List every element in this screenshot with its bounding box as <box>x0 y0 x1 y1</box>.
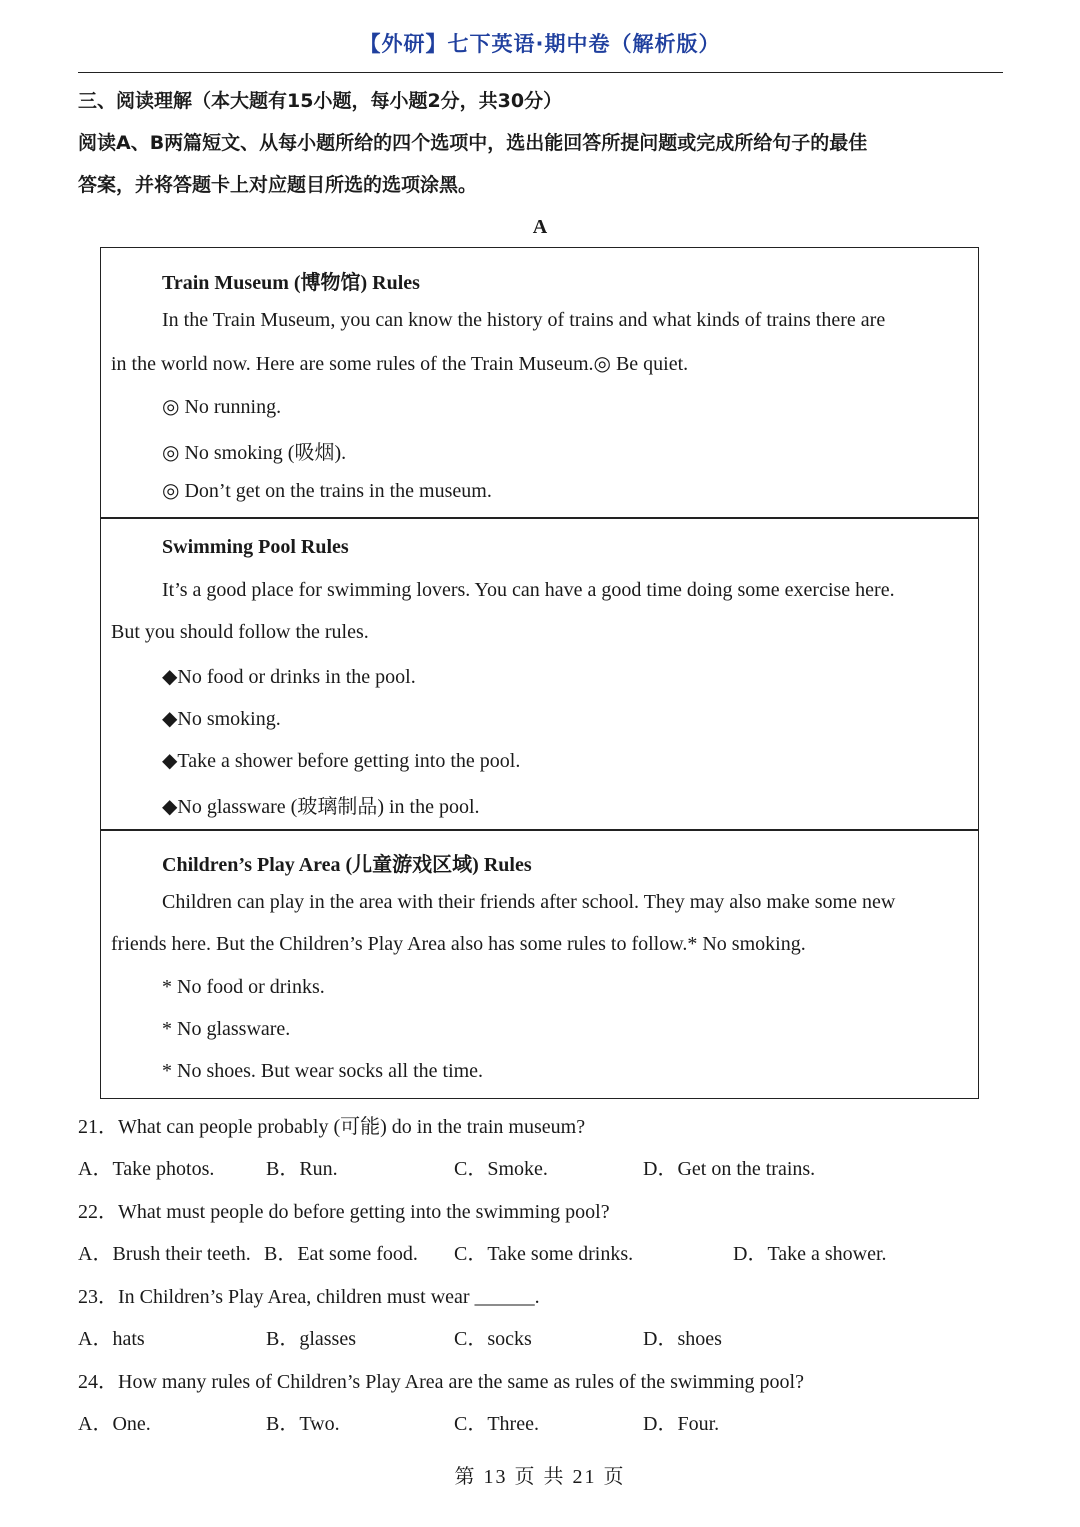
instruction-line-2: 答案，并将答题卡上对应题目所选的选项涂黑。 <box>78 174 478 196</box>
answer-option: A．One. <box>78 1413 151 1435</box>
box-intro-line: in the world now. Here are some rules of the Train Museum.◎ Be quiet. <box>111 353 689 375</box>
answer-option: C．Three. <box>454 1413 539 1435</box>
answer-option: C．Smoke. <box>454 1158 548 1180</box>
answer-option: B．Eat some food. <box>264 1243 418 1265</box>
passage-letter: A <box>532 216 548 238</box>
box-intro-line: But you should follow the rules. <box>111 621 369 643</box>
answer-option: A．Brush their teeth. <box>78 1243 251 1265</box>
answer-option: D．Take a shower. <box>733 1243 887 1265</box>
instruction-line-1: 阅读A、B两篇短文、从每小题所给的四个选项中，选出能回答所提问题或完成所给句子的最佳 <box>78 132 868 154</box>
question-stem: 24．How many rules of Children’s Play Area are the same as rules of the swimming pool? <box>78 1371 804 1393</box>
rules-box-childrens-play-area <box>100 829 979 1099</box>
question-stem: 21．What can people probably (可能) do in the train museum? <box>78 1116 586 1138</box>
rule-item: ◆Take a shower before getting into the pool. <box>162 750 521 772</box>
answer-option: B．Run. <box>266 1158 338 1180</box>
box-title: Train Museum (博物馆) Rules <box>162 272 420 294</box>
box-title: Children’s Play Area (儿童游戏区域) Rules <box>162 854 532 876</box>
document-header-title: 【外研】七下英语·期中卷（解析版） <box>359 32 721 56</box>
rule-item: ◎ Don’t get on the trains in the museum. <box>162 480 492 502</box>
answer-option: A．Take photos. <box>78 1158 215 1180</box>
rule-item: * No shoes. But wear socks all the time. <box>162 1060 484 1082</box>
box-intro-line: friends here. But the Children’s Play Area also has some rules to follow.* No smoking. <box>111 933 806 955</box>
box-intro-line: It’s a good place for swimming lovers. You can have a good time doing some exercise here. <box>162 579 895 601</box>
answer-option: D．shoes <box>643 1328 722 1350</box>
section-title: 三、阅读理解（本大题有15小题，每小题2分，共30分） <box>78 90 563 112</box>
box-intro-line: Children can play in the area with their friends after school. They may also make some new <box>162 891 896 913</box>
box-title: Swimming Pool Rules <box>162 536 349 558</box>
rules-box-swimming-pool <box>100 517 979 831</box>
page-number: 第 13 页 共 21 页 <box>454 1466 626 1488</box>
box-intro-line: In the Train Museum, you can know the history of trains and what kinds of trains there are <box>162 309 886 331</box>
answer-option: C．Take some drinks. <box>454 1243 634 1265</box>
answer-option: A．hats <box>78 1328 145 1350</box>
rule-item: ◎ No running. <box>162 396 282 418</box>
rule-item: * No glassware. <box>162 1018 291 1040</box>
answer-option: B．Two. <box>266 1413 340 1435</box>
rules-box-train-museum <box>100 247 979 519</box>
header-divider <box>78 72 1003 73</box>
rule-item: * No food or drinks. <box>162 976 325 998</box>
rule-item: ◆No glassware (玻璃制品) in the pool. <box>162 796 480 818</box>
answer-option: C．socks <box>454 1328 532 1350</box>
rule-item: ◆No smoking. <box>162 708 281 730</box>
answer-option: B．glasses <box>266 1328 356 1350</box>
question-stem: 22．What must people do before getting into the swimming pool? <box>78 1201 610 1223</box>
answer-option: D．Four. <box>643 1413 720 1435</box>
answer-option: D．Get on the trains. <box>643 1158 816 1180</box>
question-stem: 23．In Children’s Play Area, children must wear ______. <box>78 1286 540 1308</box>
rule-item: ◆No food or drinks in the pool. <box>162 666 416 688</box>
rule-item: ◎ No smoking (吸烟). <box>162 442 347 464</box>
